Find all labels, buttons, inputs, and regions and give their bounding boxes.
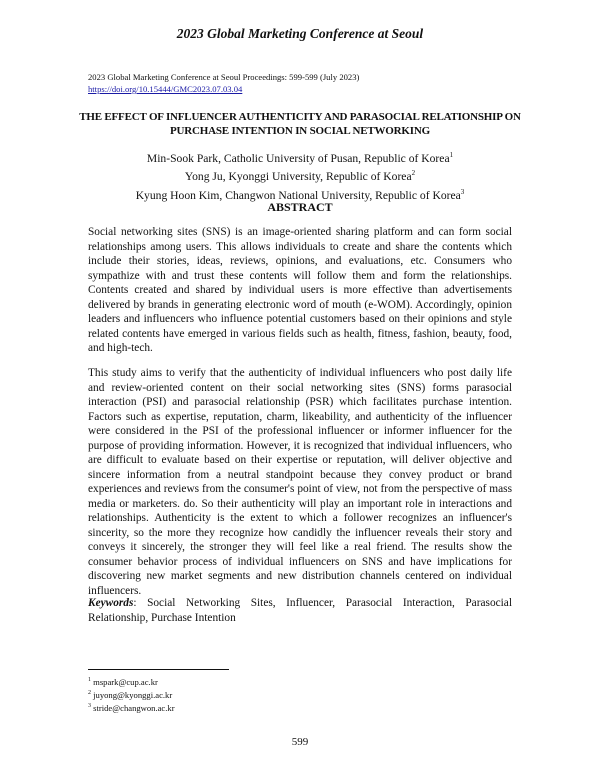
footnotes <box>88 675 175 714</box>
footnote-3: $^3$ stride@changwon.ac.kr <box>88 702 175 713</box>
keywords-label: Keywords <box>88 597 134 609</box>
proceedings-citation: 2023 Global Marketing Conference at Seoul Proceedings: 599-599 (July 2023) <box>88 72 360 82</box>
author-list <box>60 148 540 203</box>
author-line-3: Kyung Hoon Kim, Changwon National University, Republic of Korea$^3$ <box>135 187 465 202</box>
footnote-2: $^2$ juyong@kyonggi.ac.kr <box>88 689 173 700</box>
paper-title: THE EFFECT OF INFLUENCER AUTHENTICITY AND PARASOCIAL RELATIONSHIP ON PURCHASE INTENTION IN SOCIAL NETWORKING <box>79 111 521 137</box>
abstract-paragraph-1: Social networking sites (SNS) is an image-oriented sharing platform and can form social relationships among users. This allows individuals to create and share the contents which include their stories, ideas, reviews, opinions, and evaluations, etc. Consumers who sympathize with and trust these contents will follow them and form the relationships. Contents created and shared by individual users is more effective than advertisements delivered by brands in generating electronic word of mouth (e-WOM). Accordingly, opinion leaders and influencers who influence potential customers based on their opinions and style related contents have emerged in various fields such as health, fitness, fashion, beauty, food, and high-tech. <box>88 226 512 354</box>
author-line-2: Yong Ju, Kyonggi University, Republic of Korea$^2$ <box>184 169 416 184</box>
footnote-1: $^1$ mspark@cup.ac.kr <box>88 676 158 687</box>
footnote-divider <box>88 669 229 670</box>
abstract-paragraph-2: This study aims to verify that the authenticity of individual influencers who post daily life and review-oriented content on their social networking sites (SNS) forms parasocial interaction (PSI) and parasocial relationship (PSR) which facilitates purchase intention. Factors such as expertise, reputation, charm, likeability, and authenticity of the influencer were considered in the PSI of the professional influencer or informer influencer for the purpose of providing information. However, it is recognized that individual influencers, who are difficult to evaluate based on their expertise or reputation, will deliver objective and sincere information from a neutral standpoint because they convey product or brand experiences and reviews from the consumer's point of view, not from the perspective of mass media or marketers. do. So their authenticity will play an important role in interactions and relationships. Authenticity is the extent to which a follower recognizes an influencer's sincerity, so the more they recognize how candidly the influencer reveals their story and conveys it sincerely, the stronger they will feel like a real friend. The results show the consumer behavior process of individual influencers on SNS and have implications for discovering new market segments and new distribution channels centered on individual influencers. <box>88 367 512 597</box>
doi-link[interactable]: https://doi.org/10.15444/GMC2023.07.03.04 <box>88 84 243 94</box>
keywords-list: : Social Networking Sites, Influencer, Parasocial Interaction, Parasocial Relationship, Purchase Intention <box>88 597 512 624</box>
keywords <box>88 596 512 625</box>
abstract-heading: ABSTRACT <box>267 200 333 214</box>
author-line-1: Min-Sook Park, Catholic University of Pusan, Republic of Korea$^1$ <box>146 151 454 165</box>
page-number: 599 <box>291 736 309 748</box>
running-head: 2023 Global Marketing Conference at Seoul <box>176 26 424 41</box>
